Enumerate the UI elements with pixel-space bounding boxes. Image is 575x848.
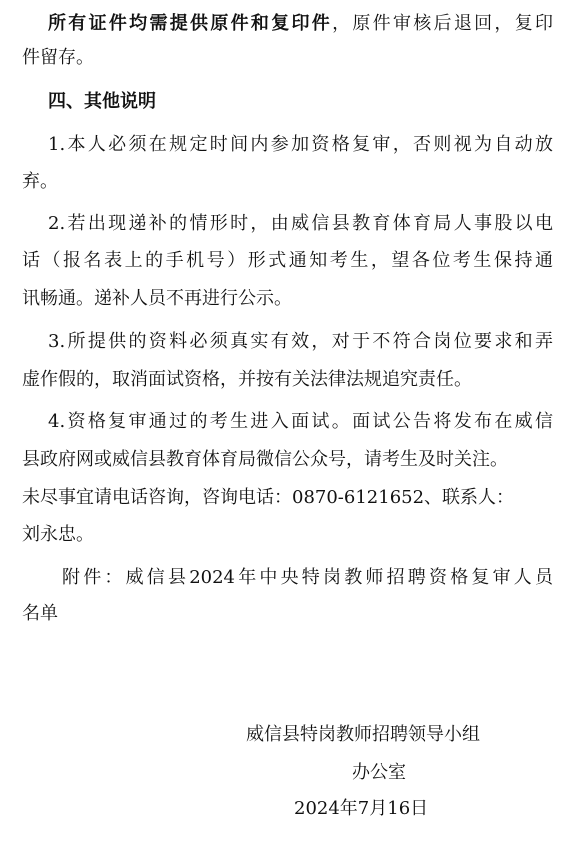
intro-line-1 (0, 12, 575, 36)
section-heading: 四、其他说明 (48, 91, 156, 112)
item-1-line-2: 弃。 (22, 171, 58, 192)
signature-org: 威信县特岗教师招聘领导小组 (246, 724, 480, 745)
item-4-line-4: 刘永忠。 (22, 524, 94, 545)
item-2-line-2: 话（报名表上的手机号）形式通知考生，望各位考生保持通 (22, 250, 553, 271)
item-4-line-2: 县政府网或威信县教育体育局微信公众号，请考生及时关注。 (22, 449, 508, 470)
item-4-line-3: 未尽事宜请电话咨询，咨询电话：0870-6121652、联系人： (22, 487, 515, 508)
signature-date: 2024年7月16日 (294, 798, 429, 819)
item-3-line-2: 虚作假的，取消面试资格，并按有关法律法规追究责任。 (22, 369, 472, 390)
signature-office: 办公室 (352, 762, 406, 783)
intro-line-2: 件留存。 (22, 47, 94, 68)
item-1-line-1: 1.本人必须在规定时间内参加资格复审，否则视为自动放 (48, 134, 553, 155)
attachment-line-2: 名单 (22, 603, 58, 624)
item-2-line-3: 讯畅通。递补人员不再进行公示。 (22, 288, 292, 309)
item-3-line-1: 3.所提供的资料必须真实有效，对于不符合岗位要求和弄 (48, 331, 553, 352)
intro-text-rest: ，原件审核后退回，复印 (332, 13, 554, 34)
attachment-line-1: 附件：威信县2024年中央特岗教师招聘资格复审人员 (62, 567, 553, 588)
item-4-line-1: 4.资格复审通过的考生进入面试。面试公告将发布在威信 (48, 411, 553, 432)
intro-bold-text: 所有证件均需提供原件和复印件 (48, 13, 333, 34)
item-2-line-1: 2.若出现递补的情形时，由威信县教育体育局人事股以电 (48, 213, 553, 234)
